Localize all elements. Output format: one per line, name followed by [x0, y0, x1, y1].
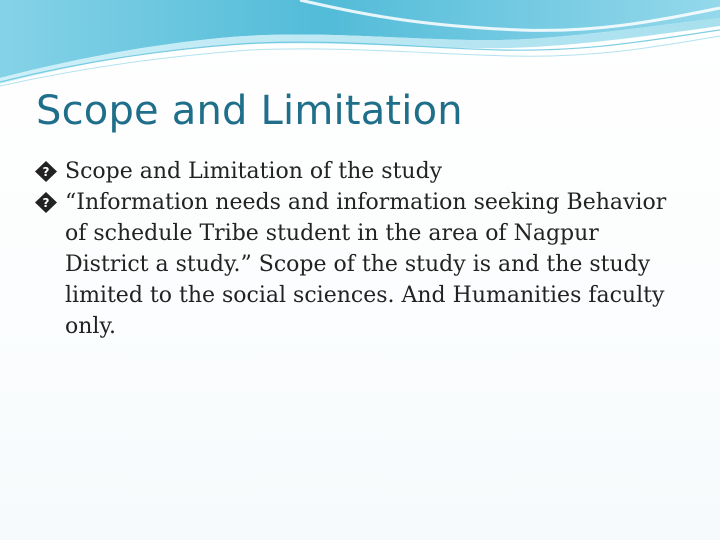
- svg-text:?: ?: [42, 165, 50, 179]
- missing-glyph-icon: [34, 191, 58, 214]
- bullet-text: “Information needs and information seeking Behavior of schedule Tribe student in the area of Nagpur District a study.” Scope of the study is and the study limited to the social sciences. And Humanities faculty only.: [65, 190, 667, 339]
- missing-glyph-icon: [34, 160, 58, 183]
- svg-text:?: ?: [42, 196, 50, 210]
- bullet-text: Scope and Limitation of the study: [65, 159, 443, 184]
- header-wave-decoration: [0, 0, 720, 90]
- bullet-item: [34, 187, 684, 342]
- bullet-list: [34, 156, 684, 342]
- bullet-item: [34, 156, 684, 187]
- slide-title: Scope and Limitation: [36, 88, 463, 134]
